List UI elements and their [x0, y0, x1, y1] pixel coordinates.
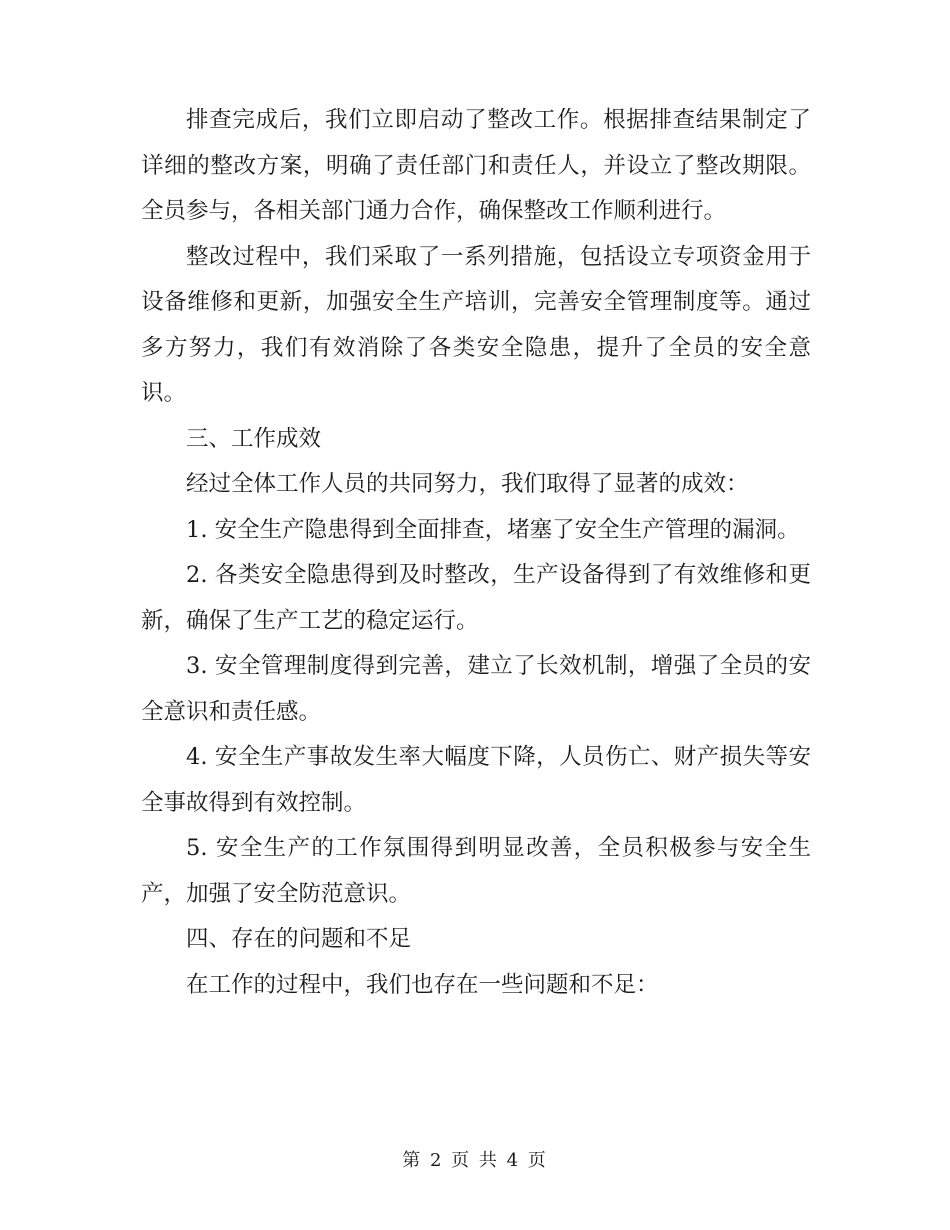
paragraph-rectification-process: 整改过程中，我们采取了一系列措施，包括设立专项资金用于设备维修和更新，加强安全生产培训，完善安全管理制度等。通过多方努力，我们有效消除了各类安全隐患，提升了全员的安全意识。: [141, 243, 811, 406]
section-heading-issues: 四、存在的问题和不足: [186, 926, 412, 952]
list-item-result-1: 1. 安全生产隐患得到全面排查，堵塞了安全生产管理的漏洞。: [186, 516, 800, 543]
paragraph-issues-intro: 在工作的过程中，我们也存在一些问题和不足：: [186, 971, 659, 998]
section-heading-results: 三、工作成效: [186, 425, 322, 452]
list-item-result-5: 5. 安全生产的工作氛围得到明显改善，全员积极参与安全生产，加强了安全防范意识。: [141, 835, 811, 907]
list-item-result-3: 3. 安全管理制度得到完善，建立了长效机制，增强了全员的安全意识和责任感。: [141, 653, 811, 725]
list-item-result-4: 4. 安全生产事故发生率大幅度下降，人员伤亡、财产损失等安全事故得到有效控制。: [141, 744, 811, 816]
paragraph-results-intro: 经过全体工作人员的共同努力，我们取得了显著的成效：: [186, 471, 749, 497]
document-body: [141, 98, 811, 1008]
list-item-result-2: 2. 各类安全隐患得到及时整改，生产设备得到了有效维修和更新，确保了生产工艺的稳定运行。: [141, 562, 811, 634]
page-number-footer: 第 2 页 共 4 页: [402, 1150, 548, 1171]
paragraph-rectification-start: 排查完成后，我们立即启动了整改工作。根据排查结果制定了详细的整改方案，明确了责任部门和责任人，并设立了整改期限。全员参与，各相关部门通力合作，确保整改工作顺利进行。: [141, 107, 811, 224]
